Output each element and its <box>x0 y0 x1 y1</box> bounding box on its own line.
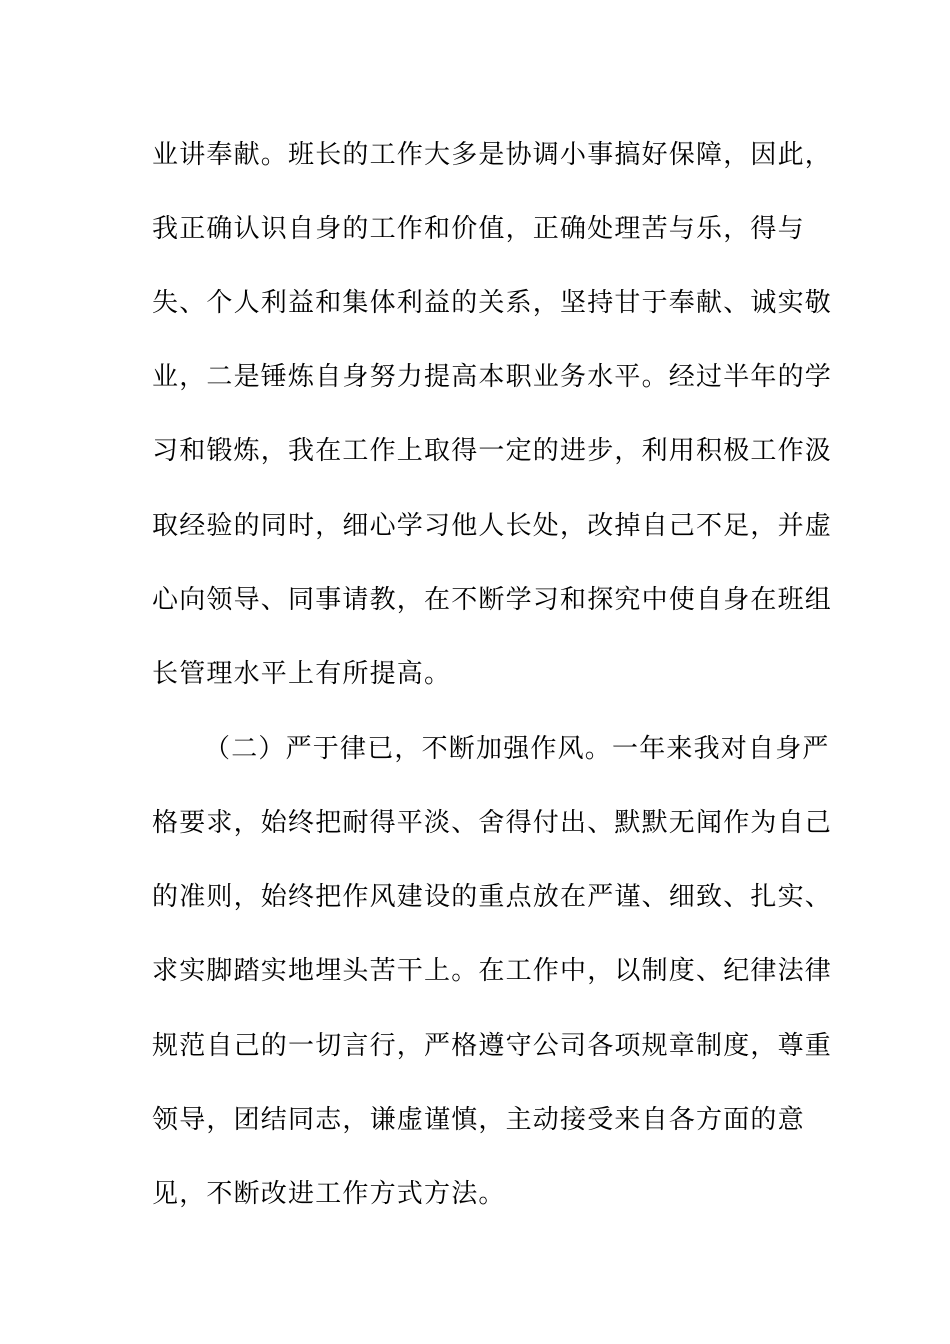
text-line: 失、个人利益和集体利益的关系，坚持甘于奉献、诚实敬 <box>152 288 833 318</box>
text-line: 业，二是锤炼自身努力提高本职业务水平。经过半年的学 <box>152 362 833 392</box>
text-line: 规范自己的一切言行，严格遵守公司各项规章制度，尊重 <box>152 1031 833 1061</box>
text-line: 我正确认识自身的工作和价值，正确处理苦与乐，得与 <box>152 214 805 244</box>
text-line: 格要求，始终把耐得平淡、舍得付出、默默无闻作为自己 <box>152 808 833 838</box>
text-line: 取经验的同时，细心学习他人长处，改掉自己不足，并虚 <box>152 511 833 541</box>
text-line: 长管理水平上有所提高。 <box>152 659 452 689</box>
text-line: 心向领导、同事请教，在不断学习和探究中使自身在班组 <box>152 585 833 615</box>
text-line: 习和锻炼，我在工作上取得一定的进步，利用积极工作汲 <box>152 436 833 466</box>
text-line: 业讲奉献。班长的工作大多是协调小事搞好保障，因此， <box>152 140 833 170</box>
text-line: 见，不断改进工作方式方法。 <box>152 1179 506 1209</box>
text-line: 领导，团结同志，谦虚谨慎，主动接受来自各方面的意 <box>152 1105 805 1135</box>
text-line: 求实脚踏实地埋头苦干上。在工作中，以制度、纪律法律 <box>152 956 833 986</box>
paragraph-heading-line: （二）严于律已，不断加强作风。一年来我对自身严 <box>204 734 830 764</box>
text-line: 的准则，始终把作风建设的重点放在严谨、细致、扎实、 <box>152 882 833 912</box>
